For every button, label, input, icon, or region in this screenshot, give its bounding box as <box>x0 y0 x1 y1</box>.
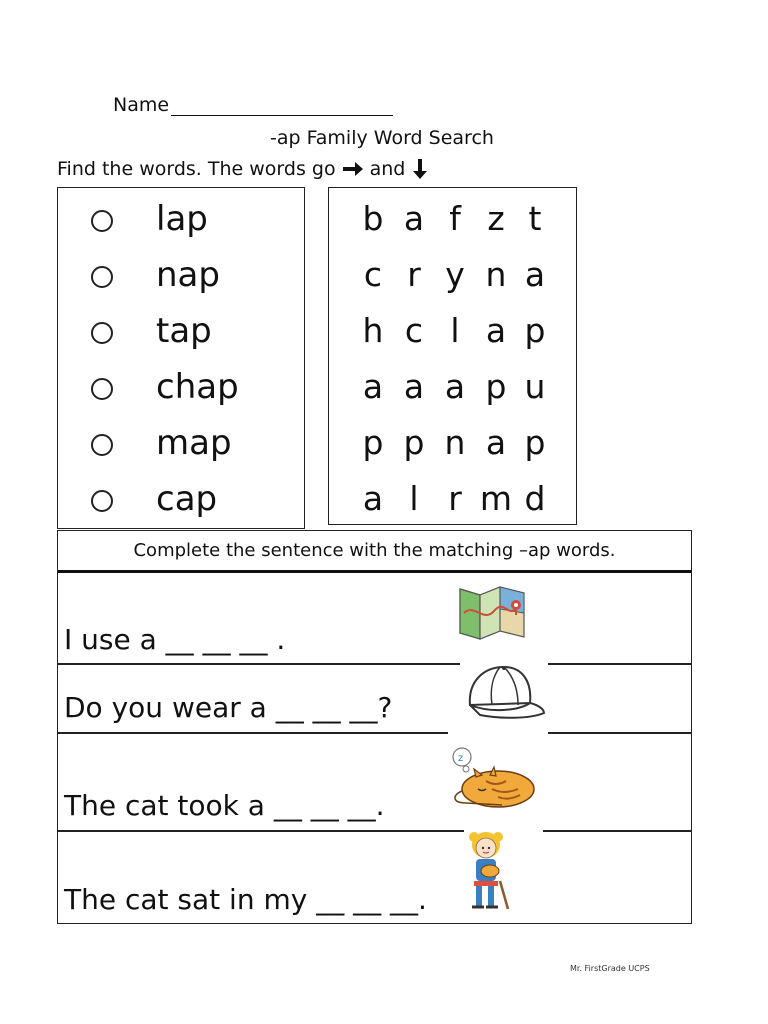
sleeping-cat-icon <box>446 745 542 811</box>
grid-letter[interactable]: y <box>445 255 465 294</box>
grid-letter[interactable]: a <box>403 367 425 406</box>
grid-row <box>329 304 576 358</box>
map-icon <box>458 583 528 643</box>
grid-row <box>329 416 576 470</box>
word-label: nap <box>156 255 220 295</box>
grid-letter[interactable]: t <box>528 199 542 238</box>
grid-letter[interactable]: p <box>524 311 546 350</box>
arrow-down-icon <box>411 158 429 180</box>
checkbox-circle[interactable] <box>91 378 113 400</box>
grid-letter[interactable]: c <box>363 255 383 294</box>
footer-credit: Mr. FirstGrade UCPS <box>570 964 650 973</box>
grid-row <box>329 360 576 414</box>
grid-letter[interactable]: d <box>524 479 546 518</box>
grid-row <box>329 248 576 302</box>
girl-with-cat-icon <box>464 829 528 915</box>
grid-letter[interactable]: r <box>407 255 421 294</box>
grid-letter[interactable]: h <box>362 311 384 350</box>
word-item-tap[interactable] <box>58 304 304 358</box>
grid-letter[interactable]: l <box>409 479 419 518</box>
row-divider <box>543 830 691 832</box>
checkbox-circle[interactable] <box>91 434 113 456</box>
grid-letter[interactable]: b <box>362 199 384 238</box>
svg-text:z: z <box>458 753 464 764</box>
instruction-and: and <box>369 158 406 180</box>
grid-letter[interactable]: p <box>524 423 546 462</box>
grid-letter[interactable]: a <box>362 479 384 518</box>
grid-letter[interactable]: u <box>524 367 546 406</box>
word-item-lap[interactable] <box>58 192 304 246</box>
grid-letter[interactable]: p <box>403 423 425 462</box>
page-title: -ap Family Word Search <box>270 127 494 149</box>
word-label: lap <box>156 199 208 239</box>
word-item-cap[interactable] <box>58 472 304 526</box>
grid-letter[interactable]: c <box>404 311 424 350</box>
name-label: Name <box>113 94 170 116</box>
grid-letter[interactable]: n <box>444 423 466 462</box>
word-search-grid <box>328 187 577 525</box>
word-list <box>57 187 305 529</box>
sentence-4[interactable]: The cat sat in my __ __ __. <box>64 883 427 916</box>
header-divider <box>58 570 691 573</box>
row-divider <box>548 732 691 734</box>
name-blank-line[interactable] <box>171 95 393 116</box>
grid-letter[interactable]: a <box>444 367 466 406</box>
grid-letter[interactable]: p <box>362 423 384 462</box>
instruction-text: Find the words. The words go <box>57 158 336 180</box>
word-label: chap <box>156 367 239 407</box>
word-label: map <box>156 423 232 463</box>
word-label: tap <box>156 311 212 351</box>
cap-icon <box>460 663 548 721</box>
grid-row <box>329 192 576 246</box>
row-divider <box>58 830 468 832</box>
checkbox-circle[interactable] <box>91 322 113 344</box>
word-label: cap <box>156 479 218 519</box>
grid-row <box>329 472 576 526</box>
grid-letter[interactable]: n <box>485 255 507 294</box>
grid-letter[interactable]: r <box>448 479 462 518</box>
grid-letter[interactable]: a <box>362 367 384 406</box>
sentence-1[interactable]: I use a __ __ __ . <box>64 623 286 656</box>
grid-letter[interactable]: a <box>485 311 507 350</box>
name-field[interactable] <box>113 94 393 116</box>
grid-letter[interactable]: z <box>487 199 505 238</box>
sentence-2[interactable]: Do you wear a __ __ __? <box>64 691 393 724</box>
row-divider <box>58 732 448 734</box>
sentence-instructions: Complete the sentence with the matching –ap words. <box>133 540 616 561</box>
checkbox-circle[interactable] <box>91 490 113 512</box>
word-item-nap[interactable] <box>58 248 304 302</box>
grid-letter[interactable]: a <box>485 423 507 462</box>
grid-letter[interactable]: a <box>524 255 546 294</box>
grid-letter[interactable]: a <box>403 199 425 238</box>
sentence-3[interactable]: The cat took a __ __ __. <box>64 789 385 822</box>
sentence-section <box>57 530 692 924</box>
grid-letter[interactable]: f <box>449 199 461 238</box>
word-item-chap[interactable] <box>58 360 304 414</box>
grid-letter[interactable]: m <box>479 479 513 518</box>
instructions <box>57 158 429 180</box>
grid-letter[interactable]: l <box>450 311 460 350</box>
grid-letter[interactable]: p <box>485 367 507 406</box>
word-item-map[interactable] <box>58 416 304 470</box>
row-divider <box>58 663 691 665</box>
checkbox-circle[interactable] <box>91 210 113 232</box>
checkbox-circle[interactable] <box>91 266 113 288</box>
arrow-right-icon <box>342 160 364 178</box>
